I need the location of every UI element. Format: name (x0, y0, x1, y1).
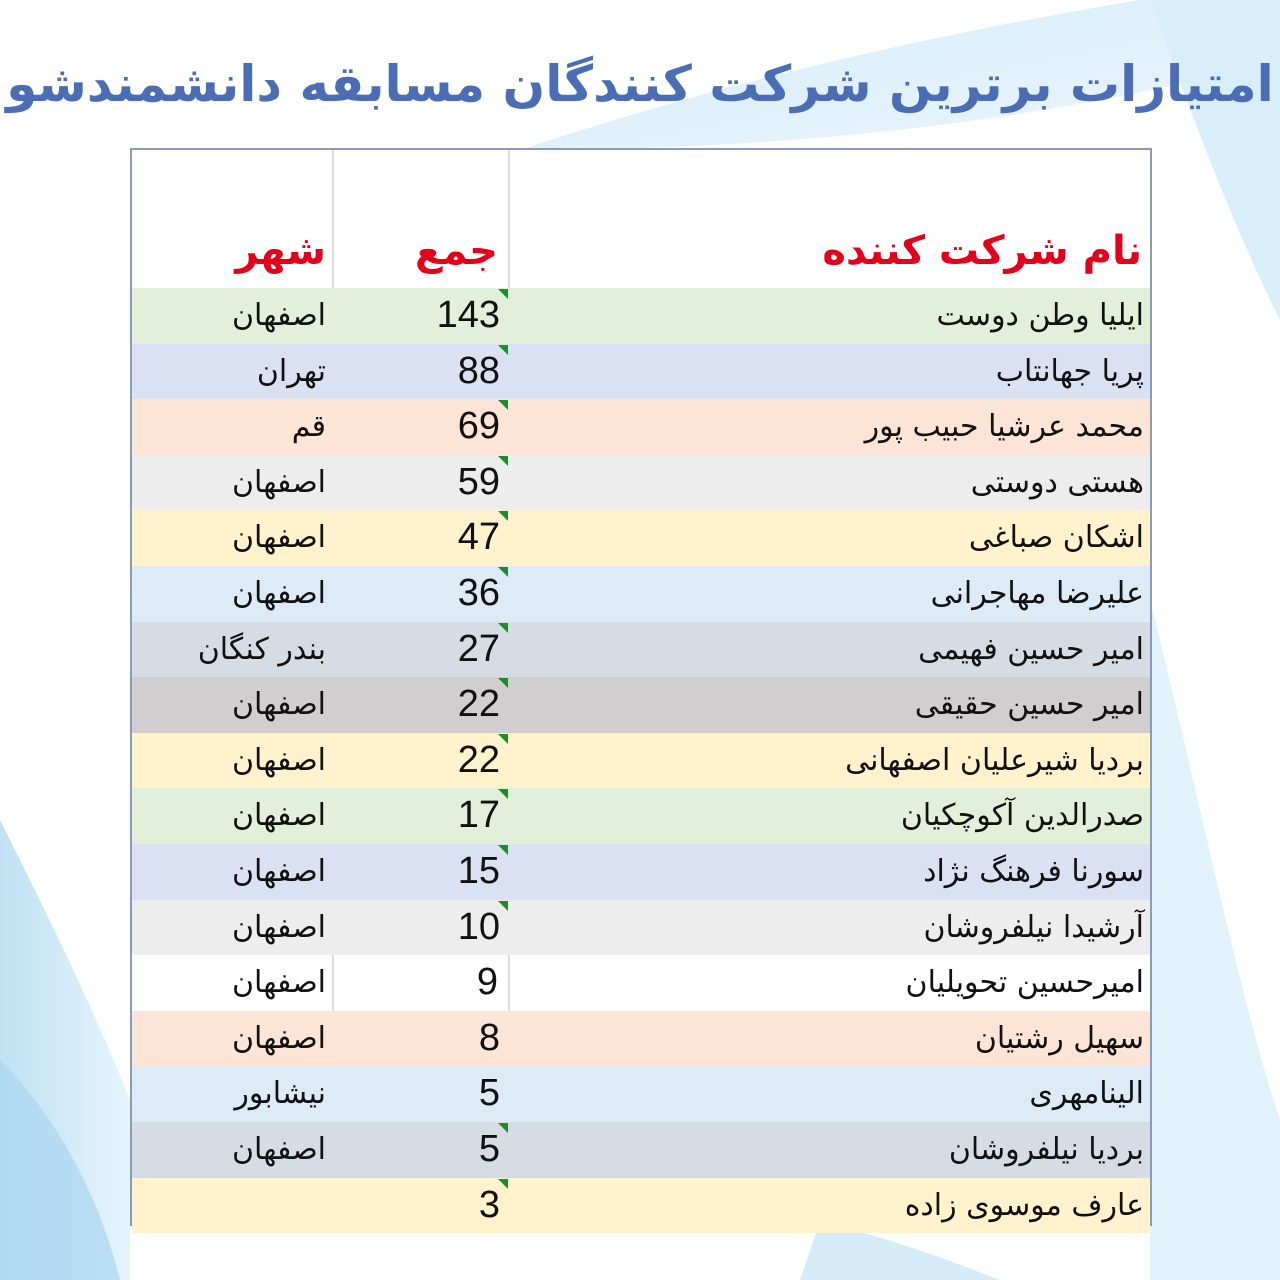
score-value: 36 (457, 571, 500, 614)
score-value: 15 (457, 849, 500, 892)
score-value: 3 (478, 1183, 500, 1226)
table-row (132, 288, 1150, 344)
header-sum-cell (332, 150, 510, 288)
table-row (132, 622, 1150, 678)
table-row (132, 733, 1150, 789)
city-cell: اصفهان (232, 798, 326, 834)
table-row (132, 844, 1150, 900)
score-value: 69 (457, 405, 500, 448)
city-cell: اصفهان (232, 1020, 326, 1056)
table-row (132, 900, 1150, 956)
score-value: 17 (457, 794, 500, 837)
score-cell (332, 900, 510, 956)
cell-note-flag-icon (498, 511, 508, 521)
score-cell (332, 288, 510, 344)
cell-note-flag-icon (498, 734, 508, 744)
participant-name-cell: امیر حسین فهیمی (918, 631, 1144, 667)
page-title: امتیازات برترین شرکت کنندگان مسابقه دانشمندشو (6, 55, 1274, 113)
table-row (132, 344, 1150, 400)
table-row (132, 1011, 1150, 1067)
city-cell: بندر کنگان (197, 631, 326, 667)
table-row (132, 510, 1150, 566)
table-row (132, 788, 1150, 844)
score-cell (332, 733, 510, 789)
participant-name-cell: بردیا شیرعلیان اصفهانی (845, 742, 1144, 778)
city-cell: اصفهان (232, 520, 326, 556)
score-cell (332, 677, 510, 733)
cell-note-flag-icon (498, 289, 508, 299)
table-row (132, 1122, 1150, 1178)
score-cell (332, 622, 510, 678)
city-cell: اصفهان (232, 464, 326, 500)
participant-name-cell: الینامهری (1029, 1076, 1144, 1112)
score-value: 47 (457, 516, 500, 559)
score-value: 10 (457, 905, 500, 948)
cell-note-flag-icon (498, 567, 508, 577)
cell-note-flag-icon (498, 901, 508, 911)
score-cell (332, 1122, 510, 1178)
participant-name-cell: آرشیدا نیلفروشان (923, 909, 1144, 945)
participant-name-cell: عارف موسوی زاده (904, 1187, 1144, 1223)
cell-note-flag-icon (498, 845, 508, 855)
table-body (132, 288, 1150, 1233)
score-cell (332, 1011, 510, 1067)
score-value: 8 (478, 1016, 500, 1059)
score-cell (332, 344, 510, 400)
table-header-row (132, 150, 1150, 288)
score-cell (332, 1066, 510, 1122)
city-cell: اصفهان (232, 687, 326, 723)
city-cell: اصفهان (232, 1131, 326, 1167)
table-row (132, 566, 1150, 622)
participant-name-cell: اشکان صباغی (968, 520, 1144, 556)
score-value: 5 (478, 1072, 500, 1115)
city-cell: اصفهان (232, 742, 326, 778)
city-cell: نیشابور (234, 1076, 326, 1112)
score-cell (332, 510, 510, 566)
city-cell: اصفهان (232, 298, 326, 333)
score-value: 9 (476, 961, 498, 1004)
table-row (132, 1066, 1150, 1122)
cell-note-flag-icon (498, 1123, 508, 1133)
participant-name-cell: پریا جهانتاب (995, 353, 1144, 389)
score-value: 143 (436, 294, 500, 336)
city-cell: قم (291, 409, 326, 445)
cell-note-flag-icon (498, 623, 508, 633)
score-cell (332, 1178, 510, 1234)
city-cell: اصفهان (232, 853, 326, 889)
score-value: 5 (478, 1127, 500, 1170)
header-city-cell (132, 150, 332, 288)
participant-name-cell: هستی دوستی (970, 464, 1144, 500)
cell-note-flag-icon (498, 789, 508, 799)
score-cell (332, 844, 510, 900)
cell-note-flag-icon (498, 1179, 508, 1189)
city-cell (132, 1178, 332, 1234)
score-cell (332, 955, 510, 1011)
participant-name-cell: سورنا فرهنگ نژاد (923, 853, 1144, 889)
cell-note-flag-icon (498, 400, 508, 410)
participant-name-cell: سهیل رشتیان (974, 1020, 1144, 1056)
score-cell (332, 399, 510, 455)
table-row (132, 455, 1150, 511)
header-name-cell (510, 150, 1150, 288)
score-value: 22 (457, 683, 500, 726)
table-row (132, 399, 1150, 455)
scores-table (130, 148, 1152, 1226)
score-value: 88 (457, 349, 500, 392)
header-name: نام شرکت کننده (822, 228, 1142, 274)
city-cell: اصفهان (232, 965, 326, 1001)
participant-name-cell: امیر حسین حقیقی (914, 687, 1144, 723)
score-cell (332, 455, 510, 511)
city-cell: اصفهان (232, 909, 326, 945)
participant-name-cell: بردیا نیلفروشان (948, 1131, 1144, 1167)
cell-note-flag-icon (498, 678, 508, 688)
city-cell: تهران (256, 353, 326, 389)
score-value: 59 (457, 460, 500, 503)
header-sum: جمع (415, 228, 498, 274)
city-cell: اصفهان (232, 575, 326, 611)
cell-note-flag-icon (498, 456, 508, 466)
cell-note-flag-icon (498, 345, 508, 355)
participant-name-cell: صدرالدین آکوچکیان (900, 798, 1144, 834)
table-row (132, 677, 1150, 733)
participant-name-cell: علیرضا مهاجرانی (930, 575, 1144, 611)
score-value: 22 (457, 738, 500, 781)
header-city: شهر (235, 228, 326, 274)
table-row (132, 955, 1150, 1011)
participant-name-cell: ایلیا وطن دوست (936, 298, 1144, 333)
participant-name-cell: محمد عرشیا حبیب پور (864, 409, 1144, 445)
table-row (132, 1178, 1150, 1234)
participant-name-cell: امیرحسین تحویلیان (905, 965, 1144, 1001)
score-value: 27 (457, 627, 500, 670)
score-cell (332, 566, 510, 622)
score-cell (332, 788, 510, 844)
